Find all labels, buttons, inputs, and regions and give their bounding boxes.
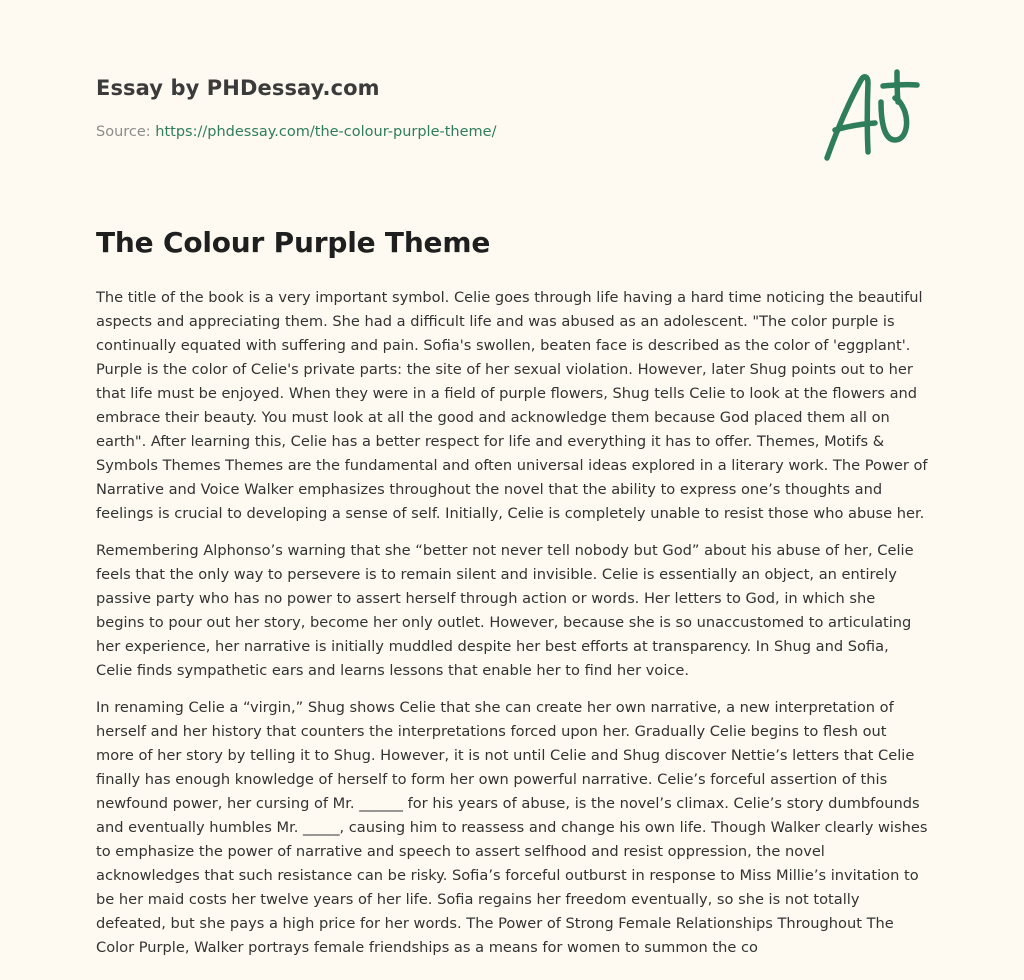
- essay-paragraph: In renaming Celie a “virgin,” Shug shows Celie that she can create her own narrative, a new interpretation of herself and her history that counters the interpretations forced upon her. Gradually Celie begins to flesh out more of her story by telling it to Shug. However, it is not until Celie and Shug discover Nettie’s letters that Celie finally has enough knowledge of herself to form her own powerful narrative. Celie’s forceful assertion of this newfound power, her cursing of Mr. ______ for his years of abuse, is the novel’s climax. Celie’s story dumbfounds and eventually humbles Mr. _____, causing him to reassess and change his own life. Though Walker clearly wishes to emphasize the power of narrative and speech to assert selfhood and resist oppression, the novel acknowledges that such resistance can be risky. Sofia’s forceful outburst in response to Miss Millie’s invitation to be her maid costs her twelve years of her life. Sofia regains her freedom eventually, so she is not totally defeated, but she pays a high price for her words. The Power of Strong Female Relationships Throughout The Color Purple, Walker portrays female friendships as a means for women to summon the co: [96, 699, 928, 956]
- source-line: [96, 124, 496, 140]
- a-plus-grade-icon: [823, 68, 927, 164]
- source-label: Source:: [96, 124, 151, 140]
- source-link[interactable]: https://phdessay.com/the-colour-purple-theme/: [155, 124, 497, 140]
- essay-paragraph: The title of the book is a very important symbol. Celie goes through life having a hard time noticing the beautiful aspects and appreciating them. She had a difficult life and was abused as an adolescent. "The color purple is continually equated with suffering and pain. Sofia's swollen, beaten face is described as the color of 'eggplant'. Purple is the color of Celie's private parts: the site of her sexual violation. However, later Shug points out to her that life must be enjoyed. When they were in a field of purple flowers, Shug tells Celie to look at the flowers and embrace their beauty. You must look at all the good and acknowledge them because God placed them all on earth". After learning this, Celie has a better respect for life and everything it has to offer. Themes, Motifs & Symbols Themes Themes are the fundamental and often universal ideas explored in a literary work. The Power of Narrative and Voice Walker emphasizes throughout the novel that the ability to express one’s thoughts and feelings is crucial to developing a sense of self. Initially, Celie is completely unable to resist those who abuse her.: [96, 289, 928, 522]
- site-title: Essay by PHDessay.com: [96, 76, 380, 100]
- essay-page: [96, 0, 930, 980]
- essay-paragraph: Remembering Alphonso’s warning that she “better not never tell nobody but God” about his abuse of her, Celie feels that the only way to persevere is to remain silent and invisible. Celie is essentially an object, an entirely passive party who has no power to assert herself through action or words. Her letters to God, in which she begins to pour out her story, become her only outlet. However, because she is so unaccustomed to articulating her experience, her narrative is initially muddled despite her best efforts at transparency. In Shug and Sofia, Celie finds sympathetic ears and learns lessons that enable her to find her voice.: [96, 542, 914, 679]
- essay-title: The Colour Purple Theme: [96, 226, 491, 259]
- essay-body: [96, 286, 928, 973]
